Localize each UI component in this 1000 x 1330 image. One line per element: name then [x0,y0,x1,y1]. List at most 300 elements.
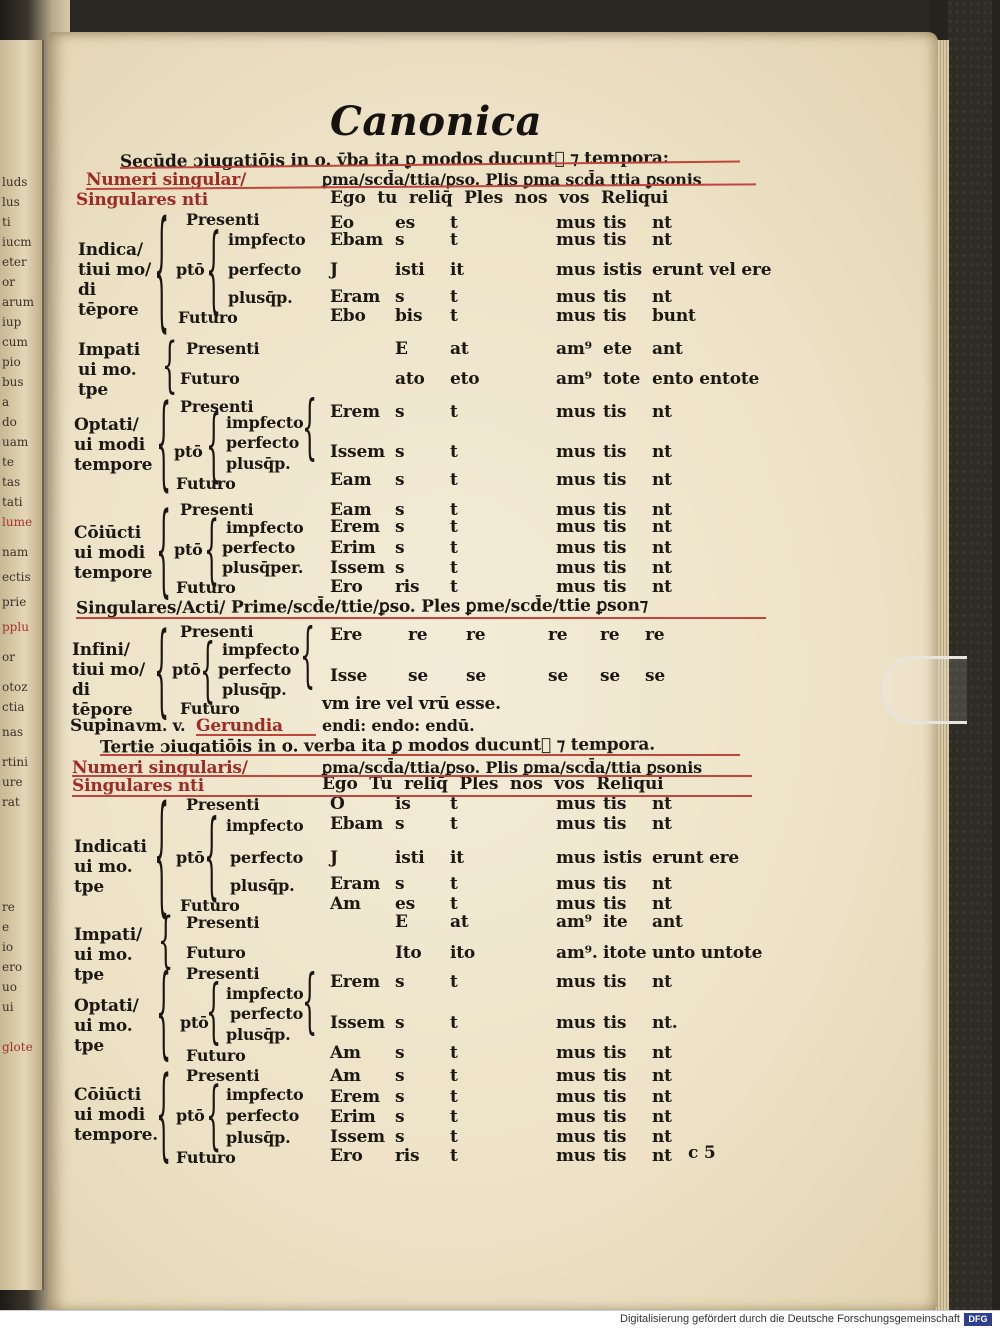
rows2-cell: nt [652,1146,672,1166]
tense-label: perfecto [230,1004,304,1023]
tense-label: Futuro [180,896,240,915]
inf-cell: re [548,625,568,645]
left-page-fragment: ero [2,960,23,974]
tense-label: plusq̄p. [226,1128,291,1147]
rows2-cell: t [450,814,458,834]
rows2-cell: ris [395,1146,420,1166]
inf-futuro-form: vm ire vel vrū esse. [322,694,501,714]
rows1-cell: nt [652,517,672,537]
tense-label: ptō [174,540,203,559]
rows2-cell: unto untote [652,943,763,963]
header-line-secunde: Secūde ɔiugatiōis in o. v̄ba ita ꝑ modos ducunt᷑ ⁊ tempora: [119,148,669,172]
rows1-cell: t [450,306,458,326]
label-imperativi [78,340,158,400]
tense-label: Presenti [186,210,260,229]
rows1-cell: Ero [330,577,363,597]
rows2-cell: am⁹. [556,943,598,963]
left-page-fragment: pplu [2,620,29,634]
rows1-cell: nt [652,577,672,597]
rows2-cell: O [330,794,345,814]
rows2-cell: Ero [330,1146,363,1166]
rows1-cell: tis [603,470,627,490]
rows1-cell: nt [652,538,672,558]
rows1-cell: Ebam [330,230,384,250]
rows1-cell: s [395,470,405,490]
header-line-tertie: Tertie ɔiugatiōis in o. verba ita ꝑ modos ducunt᷑ ⁊ tempora. [99,734,655,758]
left-page-fragment: luds [2,175,28,189]
red-rule [100,754,740,756]
tense-label: impfecto [226,816,304,835]
rows1-cell: Erim [330,538,376,558]
page-clip [882,656,967,724]
rows2-cell: s [395,1107,405,1127]
label-coniunctivi-2 [74,1085,164,1145]
label-coniunctivi-text: Cōiūcti ui modi tempore [74,523,153,583]
rows1-cell: t [450,538,458,558]
rows2-cell: Ito [395,943,422,963]
footer-credit: Digitalisierung gefördert durch die Deutsche Forschungsgemeinschaft [620,1313,960,1325]
rows2-cell: Eram [330,874,381,894]
rows1-cell: Issem [330,442,385,462]
rows1-cell: mus [556,470,596,490]
header-numeri-singularis: Numeri singularis/ [72,758,248,778]
rows2-cell: tis [603,1043,627,1063]
tense-label: perfecto [228,260,302,279]
rows1-cell: mus [556,260,596,280]
tense-label: plusq̄p. [226,1025,291,1044]
rows1-cell: tis [603,538,627,558]
rows1-cell: isti [395,260,425,280]
rows2-cell: it [450,848,464,868]
label-indicativi-2-text: Indicati ui mo. tpe [74,837,147,897]
left-page-fragment: e [2,920,10,934]
supina-label: Supina [70,716,136,736]
brace: { [300,614,316,696]
rows2-cell: nt [652,874,672,894]
rows1-cell: mus [556,517,596,537]
label-optativi-2 [74,996,154,1056]
left-page-fragment: a [2,395,10,409]
rows1-cell: mus [556,306,596,326]
rows1-cell: tis [603,230,627,250]
inf-cell: se [466,666,486,686]
inf-cell: re [645,625,665,645]
rows1-cell: tis [603,500,627,520]
rows1-cell: ris [395,577,420,597]
rows1-cell: tis [603,287,627,307]
tense-label: plusq̄per. [222,558,304,577]
tense-label: perfecto [222,538,296,557]
rows1-cell: ant [652,339,683,359]
red-rule [72,775,752,777]
label-optativi-2-text: Optati/ ui mo. tpe [74,996,139,1056]
rows1-cell: t [450,577,458,597]
tense-label: Futuro [186,943,246,962]
rows1-cell: nt [652,442,672,462]
rows2-cell: nt [652,1107,672,1127]
tense-label: Futuro [176,1148,236,1167]
label-infinitivi-text: Infini/ tiui mo/ di tēpore [72,640,145,720]
rows2-cell: nt [652,1087,672,1107]
inf-cell: Isse [330,666,368,686]
label-imperativi-text: Impati ui mo. tpe [78,340,140,400]
rows1-cell: t [450,558,458,578]
rows2-cell: es [395,894,415,914]
tense-label: perfecto [226,433,300,452]
rows1-cell: nt [652,402,672,422]
tense-label: impfecto [226,518,304,537]
rows1-cell: am⁹ [556,369,592,389]
gerundia-forms: endi: endo: endū. [322,716,475,735]
brace: { [206,214,222,325]
rows2-cell: Issem [330,1127,385,1147]
inf-cell: se [548,666,568,686]
left-page-fragment: nam [2,545,29,559]
tense-label: impfecto [226,984,304,1003]
left-page-fragment: iucm [2,235,32,249]
rows2-cell: nt [652,814,672,834]
rows1-cell: t [450,402,458,422]
brace: { [302,960,318,1042]
tense-label: Presenti [180,500,254,519]
tense-label: perfecto [226,1106,300,1125]
tense-label: perfecto [230,848,304,867]
rows2-cell: t [450,794,458,814]
label-imperativi-2-text: Impati/ ui mo. tpe [74,925,142,985]
rows1-cell: mus [556,500,596,520]
left-page-fragment: bus [2,375,24,389]
rows1-cell: Issem [330,558,385,578]
brace: { [154,194,170,346]
left-page-fragment: prie [2,595,27,609]
rows2-cell: s [395,1127,405,1147]
rows2-cell: mus [556,1146,596,1166]
brace: { [158,905,174,975]
rows2-cell: s [395,874,405,894]
rows2-cell: nt [652,894,672,914]
rows1-cell: tis [603,577,627,597]
singulares-acti-line: Singulares/Acti/ Prime/scd̄e/ttie/ꝑso. Ples ꝑme/scd̄e/ttie ꝑson⁊ [75,595,649,619]
rows2-cell: Issem [330,1013,385,1033]
rows1-cell: it [450,260,464,280]
inf-futuro: Futuro [180,699,240,718]
rows1-cell: tis [603,306,627,326]
rows2-cell: s [395,1087,405,1107]
left-page-fragment: or [2,650,15,664]
tense-label: ptō [174,442,203,461]
inf-cell: se [645,666,665,686]
rows2-cell: mus [556,1066,596,1086]
brace: { [156,491,172,609]
inf-impfecto: impfecto [222,640,300,659]
rows2-cell: am⁹ [556,912,592,932]
rows2-cell: mus [556,848,596,868]
header-singulares-2: Singulares nti [72,776,204,796]
rows2-cell: at [450,912,469,932]
brace: { [206,1071,222,1160]
rows1-cell: tis [603,558,627,578]
rows1-cell: ato [395,369,425,389]
rows1-cell: t [450,287,458,307]
rows1-cell: Ebo [330,306,366,326]
rows2-cell: itote [603,943,647,963]
tense-label: ptō [180,1013,209,1032]
brace: { [156,1055,172,1173]
rows2-cell: Am [330,1066,361,1086]
tense-label: Futuro [176,474,236,493]
tense-label: plusq̄p. [228,288,293,307]
tense-label: impfecto [228,230,306,249]
rows2-cell: t [450,1107,458,1127]
rows2-cell: s [395,814,405,834]
left-page-fragment: lume [2,515,33,529]
inf-cell: re [600,625,620,645]
left-page-fragment: ure [2,775,23,789]
rows1-cell: tis [603,213,627,233]
rows2-cell: s [395,1043,405,1063]
label-indicativi-2 [74,837,154,897]
rows2-cell: t [450,1087,458,1107]
supina-forms: vm. v. [136,716,186,735]
rows2-cell: tis [603,1087,627,1107]
rows2-cell: mus [556,1087,596,1107]
rows1-cell: t [450,213,458,233]
rows1-cell: nt [652,213,672,233]
rows1-cell: mus [556,577,596,597]
rows2-cell: tis [603,1066,627,1086]
rows1-cell: tote [603,369,641,389]
rows1-cell: mus [556,230,596,250]
brace: { [206,398,222,492]
label-infinitivi [72,640,152,720]
tense-label: ptō [176,1106,205,1125]
inf-cell: Ere [330,625,363,645]
left-page-fragment: ti [2,215,11,229]
rows2-cell: t [450,874,458,894]
left-page-fragment: tas [2,475,21,489]
left-page-fragment: otoz [2,680,28,694]
left-page-fragment: te [2,455,14,469]
rows2-cell: isti [395,848,425,868]
rows2-cell: Erem [330,972,380,992]
rows2-cell: ant [652,912,683,932]
rows2-cell: mus [556,894,596,914]
header-persons: ꝑma/scd̄a/ttia/ꝑso. Plis ꝑma scd̄a ttia ꝑsonis [322,170,702,189]
rows2-cell: nt [652,1043,672,1063]
inf-plusq: plusq̄p. [222,680,287,699]
rows1-cell: nt [652,500,672,520]
rows1-cell: ete [603,339,632,359]
catchword: c 5 [688,1143,716,1163]
rows2-cell: t [450,1013,458,1033]
left-page-fragment: nas [2,725,24,739]
inf-cell: se [408,666,428,686]
left-page-fragment: tati [2,495,23,509]
left-page-fragment: ctia [2,700,25,714]
tense-label: impfecto [226,1085,304,1104]
red-rule [76,617,766,619]
rows1-cell: istis [603,260,642,280]
rows2-cell: t [450,1127,458,1147]
tense-label: Futuro [176,578,236,597]
tense-label: ptō [176,260,205,279]
left-page-fragment: lus [2,195,20,209]
rows1-cell: tis [603,402,627,422]
rows2-cell: tis [603,874,627,894]
tense-label: Futuro [178,308,238,327]
brace: { [206,970,222,1052]
rows2-cell: tis [603,814,627,834]
rows1-cell: mus [556,402,596,422]
inf-cell: re [408,625,428,645]
header-numeri-singular: Numeri singular/ [86,170,247,190]
header-singulares: Singulares nti [76,190,208,210]
rows2-cell: mus [556,1127,596,1147]
rows1-cell: s [395,517,405,537]
label-coniunctivi [74,523,154,583]
rows2-cell: t [450,1066,458,1086]
gerundia-label: Gerundia [196,716,283,736]
rows1-cell: s [395,402,405,422]
left-page-fragment: ui [2,1000,14,1014]
rows2-cell: tis [603,1013,627,1033]
rows2-cell: tis [603,1146,627,1166]
rows1-cell: s [395,442,405,462]
rows2-cell: tis [603,894,627,914]
brace: { [302,386,318,468]
tense-label: Presenti [186,795,260,814]
inf-presenti: Presenti [180,622,254,641]
left-page-fragment: uo [2,980,17,994]
rows2-cell: t [450,894,458,914]
rows2-cell: Erem [330,1087,380,1107]
rows1-cell: s [395,558,405,578]
brace: { [162,330,178,400]
rows2-cell: mus [556,794,596,814]
rows2-cell: mus [556,1013,596,1033]
rows1-cell: Eo [330,213,354,233]
header-pronouns-2: Ego Tu reliq̄ Ples nos vos Reliqui [322,774,664,794]
left-page-fragment: cum [2,335,28,349]
brace: { [204,505,220,594]
rows2-cell: s [395,972,405,992]
rows1-cell: tis [603,517,627,537]
tense-label: plusq̄p. [230,876,295,895]
rows2-cell: tis [603,1127,627,1147]
left-page-fragment: iup [2,315,22,329]
inf-pto: ptō [172,660,201,679]
rows2-cell: is [395,794,411,814]
left-page-fragment: re [2,900,15,914]
rows2-cell: nt. [652,1013,678,1033]
rows2-cell: mus [556,814,596,834]
left-page-fragment: eter [2,255,27,269]
footer-bar [0,1310,1000,1330]
rows1-cell: am⁹ [556,339,592,359]
rows2-cell: s [395,1013,405,1033]
brace: { [204,800,220,911]
rows2-cell: ite [603,912,628,932]
left-page-fragment: ectis [2,570,31,584]
rows1-cell: mus [556,213,596,233]
brace: { [154,779,170,931]
rows2-cell: nt [652,794,672,814]
rows2-cell: istis [603,848,642,868]
header-persons-2: ꝑma/scd̄a/ttia/ꝑso. Plis ꝑma/scd̄a/ttia ꝑsonis [322,758,702,777]
rows1-cell: mus [556,538,596,558]
rows2-cell: s [395,1066,405,1086]
tense-label: ptō [176,848,205,867]
rows1-cell: t [450,500,458,520]
rows1-cell: s [395,538,405,558]
inf-cell: re [466,625,486,645]
page-title: Canonica [330,98,543,145]
rows2-cell: nt [652,1127,672,1147]
rows1-cell: t [450,470,458,490]
tense-label: Presenti [186,964,260,983]
rows1-cell: ento entote [652,369,760,389]
rows1-cell: nt [652,470,672,490]
tense-label: plusq̄p. [226,454,291,473]
rows1-cell: nt [652,558,672,578]
rows2-cell: nt [652,1066,672,1086]
rows2-cell: Ebam [330,814,384,834]
rows1-cell: es [395,213,415,233]
rows1-cell: t [450,442,458,462]
rows2-cell: nt [652,972,672,992]
left-page-fragment: or [2,275,15,289]
left-page-fragment: uam [2,435,29,449]
tense-label: Presenti [186,339,260,358]
rows1-cell: bunt [652,306,696,326]
rows2-cell: E [395,912,408,932]
rows1-cell: E [395,339,408,359]
rows2-cell: J [330,848,338,868]
header-pronouns: Ego tu reliq̄ Ples nos vos Reliqui [330,188,669,208]
rows2-cell: mus [556,972,596,992]
rows1-cell: bis [395,306,423,326]
rows1-cell: eto [450,369,480,389]
rows1-cell: t [450,517,458,537]
rows1-cell: nt [652,230,672,250]
rows1-cell: at [450,339,469,359]
rows1-cell: J [330,260,338,280]
label-indicativi [78,240,158,320]
rows2-cell: mus [556,1043,596,1063]
label-imperativi-2 [74,925,154,985]
left-page-fragment: arum [2,295,34,309]
tense-label: Presenti [186,1066,260,1085]
brace: { [200,629,216,711]
dfg-logo: DFG [964,1313,992,1326]
rows1-cell: mus [556,287,596,307]
rows1-cell: Erem [330,402,380,422]
rows2-cell: erunt ere [652,848,740,868]
rows1-cell: Eram [330,287,381,307]
rows1-cell: nt [652,287,672,307]
rows2-cell: Am [330,1043,361,1063]
left-page-fragment: do [2,415,17,429]
rows1-cell: tis [603,442,627,462]
rows2-cell: Am [330,894,361,914]
brace: { [154,611,170,729]
left-page-fragment: rat [2,795,20,809]
rows2-cell: ito [450,943,476,963]
rows1-cell: mus [556,558,596,578]
rows1-cell: Eam [330,470,372,490]
rows1-cell: t [450,230,458,250]
rows1-cell: s [395,500,405,520]
